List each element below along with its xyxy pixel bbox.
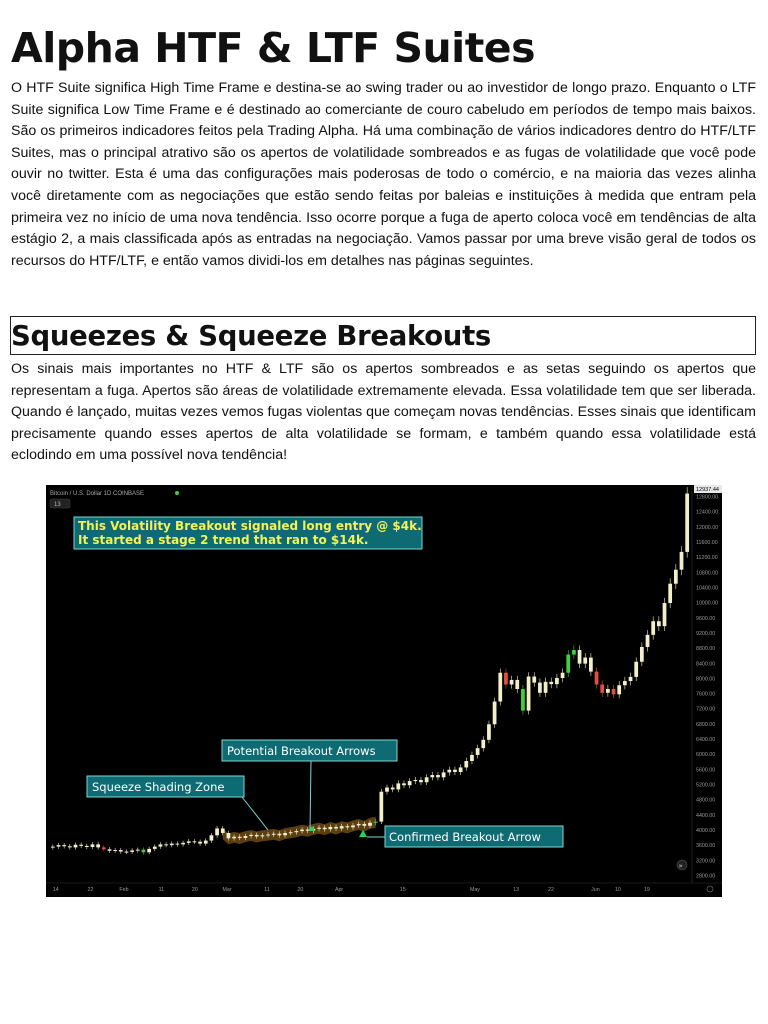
intro-paragraph: O HTF Suite significa High Time Frame e destina-se ao swing trader ou ao investidor de longo prazo. Enquanto o LTF Suite significa Low Time Frame e é destinado ao comerciante de couro cabeludo em períodos de tempo mais baixos. São os primeiros indicadores feitos pela Trading Alpha. Há uma combinação de vários indicadores dentro do HTF/LTF Suites, mas o principal atrativo são os apertos de volatilidade sombreados e as fugas de volatilidade que você pode ouvir no twitter. Esta é uma das configurações mais poderosas de todo o comércio, e na maioria das vezes alinha você diretamente com as negociações que estão sendo feitas por baleias e instituições à medida que entram pela primeira vez no início de uma nova tendência. Isso ocorre porque a fuga de aperto coloca você em tendências de alta estágio 2, a mais classificada após as entradas na negociação. Vamos passar por uma breve visão geral de todos os recursos do HTF/LTF, e então vamos dividi-los em detalhes nas páginas seguintes. — [11, 80, 756, 269]
candle-body — [125, 852, 129, 853]
candle-body — [198, 842, 202, 844]
candle-body — [153, 847, 157, 849]
x-tick-label: 11 — [264, 887, 270, 893]
candle-body — [300, 830, 304, 832]
candle-body — [62, 845, 66, 846]
candle-body — [289, 832, 293, 833]
candle-body — [442, 772, 446, 777]
candle-body — [583, 658, 587, 664]
candle-body — [323, 828, 327, 830]
candle-body — [159, 844, 163, 846]
y-tick-label: 8800.00 — [696, 646, 716, 653]
candle-body — [447, 770, 451, 773]
candle-body — [238, 837, 242, 838]
y-tick-label: 4800.00 — [696, 797, 716, 804]
candle-body — [130, 850, 134, 852]
double-chevron-right-icon: » — [678, 862, 683, 870]
candle-body — [430, 775, 434, 777]
candle-body — [193, 841, 197, 842]
callout-squeeze-zone-text: Squeeze Shading Zone — [92, 780, 225, 794]
candle-body — [57, 845, 61, 847]
y-tick-label: 12000.00 — [696, 524, 719, 531]
candle-body — [306, 830, 310, 831]
candle-body — [470, 755, 474, 761]
candle-body — [266, 835, 270, 836]
candle-body — [91, 844, 95, 847]
y-tick-label: 3200.00 — [696, 858, 716, 865]
candle-body — [283, 833, 287, 835]
candle-body — [402, 783, 406, 785]
x-tick-label: 15 — [399, 887, 406, 893]
callout-confirmed-breakout-text: Confirmed Breakout Arrow — [389, 830, 541, 844]
candle-body — [566, 655, 570, 673]
candle-body — [142, 850, 146, 853]
y-tick-label: 6000.00 — [696, 752, 716, 759]
y-tick-label: 4000.00 — [696, 827, 716, 834]
headline-line-2: It started a stage 2 trend that ran to $14k. — [78, 533, 369, 547]
candle-body — [68, 846, 72, 847]
y-tick-label: 6800.00 — [696, 721, 716, 728]
y-tick-label: 11600.00 — [696, 540, 718, 547]
candle-body — [96, 844, 100, 847]
candle-body — [368, 823, 372, 826]
candle-body — [663, 603, 667, 626]
candle-body — [419, 780, 423, 782]
y-tick-label: 10400.00 — [696, 585, 719, 592]
candle-body — [255, 835, 259, 837]
candle-body — [334, 827, 338, 829]
y-tick-label: 5200.00 — [696, 782, 716, 789]
candle-body — [181, 843, 185, 845]
section-heading-box — [10, 316, 756, 355]
y-tick-label: 4400.00 — [696, 812, 716, 819]
candle-body — [572, 650, 576, 655]
bitcoin-chart — [46, 485, 722, 897]
candle-body — [498, 673, 502, 702]
candle-body — [487, 724, 491, 740]
y-tick-label: 7200.00 — [696, 706, 716, 713]
x-tick-label: 14 — [52, 887, 59, 893]
y-tick-label: 10800.00 — [696, 570, 719, 577]
y-tick-label: 9200.00 — [696, 630, 716, 637]
candle-body — [317, 828, 321, 829]
candle-body — [521, 689, 525, 711]
y-tick-label: 9600.00 — [696, 615, 716, 622]
candle-body — [481, 740, 485, 748]
x-tick-label: 22 — [548, 887, 554, 893]
candle-body — [227, 833, 231, 838]
candle-body — [408, 781, 412, 785]
y-tick-label: 3600.00 — [696, 843, 716, 850]
candle-body — [272, 834, 276, 835]
candle-body — [295, 831, 299, 832]
candle-body — [51, 847, 55, 848]
candle-body — [362, 824, 366, 826]
candle-body — [549, 682, 553, 684]
candle-body — [476, 748, 480, 755]
x-tick-label: 11 — [158, 887, 165, 893]
x-tick-label: 10 — [614, 887, 621, 893]
candle-body — [340, 826, 344, 828]
candle-body — [595, 672, 599, 685]
candle-body — [561, 673, 565, 678]
candle-body — [589, 658, 593, 672]
candle-body — [164, 844, 168, 845]
candle-body — [504, 673, 508, 685]
section-paragraph: Os sinais mais importantes no HTF & LTF são os apertos sombreados e as setas seguindo os apertos que representam a fuga. Apertos são áreas de volatilidade extremamente elevada. Essa volatilidade tem que ser liberada. Quando é lançado, muitas vezes vemos fugas violentas que começam novas tendências. Esses sinais que identificam precisamente quando esses apertos de alta volatilidade se formam, e também quando essa volatilidade está eclodindo em uma possível nova tendência! — [11, 361, 756, 464]
candle-body — [74, 845, 78, 848]
callout-potential-breakout-text: Potential Breakout Arrows — [227, 744, 376, 758]
candle-body — [453, 770, 457, 772]
y-tick-label: 12800.00 — [696, 494, 719, 501]
candle-body — [147, 849, 151, 852]
candle-body — [680, 552, 684, 570]
candle-body — [221, 828, 225, 833]
candle-body — [600, 684, 604, 692]
candle-body — [210, 835, 214, 840]
candle-body — [674, 570, 678, 584]
candle-body — [578, 650, 582, 664]
candle-body — [244, 836, 248, 838]
x-tick-label: Apr — [334, 887, 344, 893]
candle-body — [261, 835, 265, 836]
chart-svg — [46, 485, 722, 897]
indicator-count: 13 — [54, 502, 61, 508]
candle-body — [617, 685, 621, 694]
x-tick-label: 22 — [87, 887, 94, 893]
y-tick-label: 7600.00 — [696, 691, 716, 698]
candle-body — [668, 584, 672, 603]
candle-body — [385, 788, 389, 792]
candle-body — [623, 681, 627, 685]
candle-body — [328, 827, 332, 829]
candle-body — [606, 689, 610, 693]
headline-line-1: This Volatility Breakout signaled long entry @ $4k. — [78, 519, 422, 533]
candle-body — [555, 678, 559, 684]
candle-body — [187, 841, 191, 843]
y-tick-label: 11200.00 — [696, 555, 718, 562]
y-tick-label: 6400.00 — [696, 737, 716, 744]
candle-body — [379, 792, 383, 822]
candle-body — [232, 837, 236, 839]
candle-body — [396, 783, 400, 789]
candle-body — [413, 780, 417, 781]
y-tick-label: 8400.00 — [696, 661, 716, 668]
x-tick-label: May — [469, 887, 480, 893]
candle-body — [113, 850, 117, 851]
candle-body — [544, 682, 548, 693]
candle-body — [646, 635, 650, 647]
candle-body — [204, 841, 208, 844]
candle-body — [464, 761, 468, 767]
candle-body — [425, 777, 429, 782]
candle-body — [532, 677, 536, 683]
candle-body — [640, 647, 644, 662]
x-tick-label: 19 — [643, 887, 650, 893]
candle-body — [459, 767, 463, 772]
candle-body — [527, 677, 531, 711]
candle-body — [374, 822, 378, 823]
candle-body — [515, 680, 519, 689]
candle-body — [612, 689, 616, 694]
candle-body — [493, 702, 497, 725]
y-tick-label: 5600.00 — [696, 767, 716, 774]
candle-body — [170, 844, 174, 846]
candle-body — [215, 828, 219, 835]
current-price-label: 12937.44 — [696, 487, 719, 493]
y-tick-label: 2800.00 — [696, 873, 716, 880]
candle-body — [278, 834, 282, 836]
candle-body — [510, 680, 514, 685]
candle-body — [102, 847, 106, 849]
candle-body — [657, 621, 661, 626]
candle-body — [108, 849, 112, 851]
candle-body — [351, 825, 355, 827]
x-tick-label: 20 — [191, 887, 198, 893]
candle-body — [176, 844, 180, 845]
page-title: Alpha HTF & LTF Suites — [11, 24, 536, 72]
candle-body — [436, 775, 440, 777]
live-dot-icon — [175, 491, 179, 495]
candle-body — [79, 845, 83, 846]
candle-body — [357, 824, 361, 826]
candle-body — [119, 850, 123, 852]
candle-body — [136, 850, 140, 851]
candle-body — [391, 788, 395, 790]
y-tick-label: 10000.00 — [696, 600, 719, 607]
candle-body — [345, 826, 349, 827]
candle-body — [685, 494, 689, 552]
candle-body — [651, 621, 655, 635]
candle-body — [538, 683, 542, 693]
x-tick-label: Feb — [119, 887, 129, 893]
symbol-label: Bitcoin / U.S. Dollar 1D COINBASE — [50, 491, 145, 497]
candle-body — [634, 662, 638, 677]
section-heading: Squeezes & Squeeze Breakouts — [11, 320, 491, 352]
candle-body — [629, 677, 633, 681]
x-tick-label: 13 — [513, 887, 520, 893]
x-tick-label: 20 — [297, 887, 304, 893]
y-tick-label: 8000.00 — [696, 676, 716, 683]
candle-body — [85, 846, 89, 847]
candle-body — [249, 835, 253, 836]
y-tick-label: 12400.00 — [696, 509, 719, 516]
x-tick-label: Jun — [591, 887, 600, 893]
x-tick-label: Mar — [222, 887, 232, 893]
